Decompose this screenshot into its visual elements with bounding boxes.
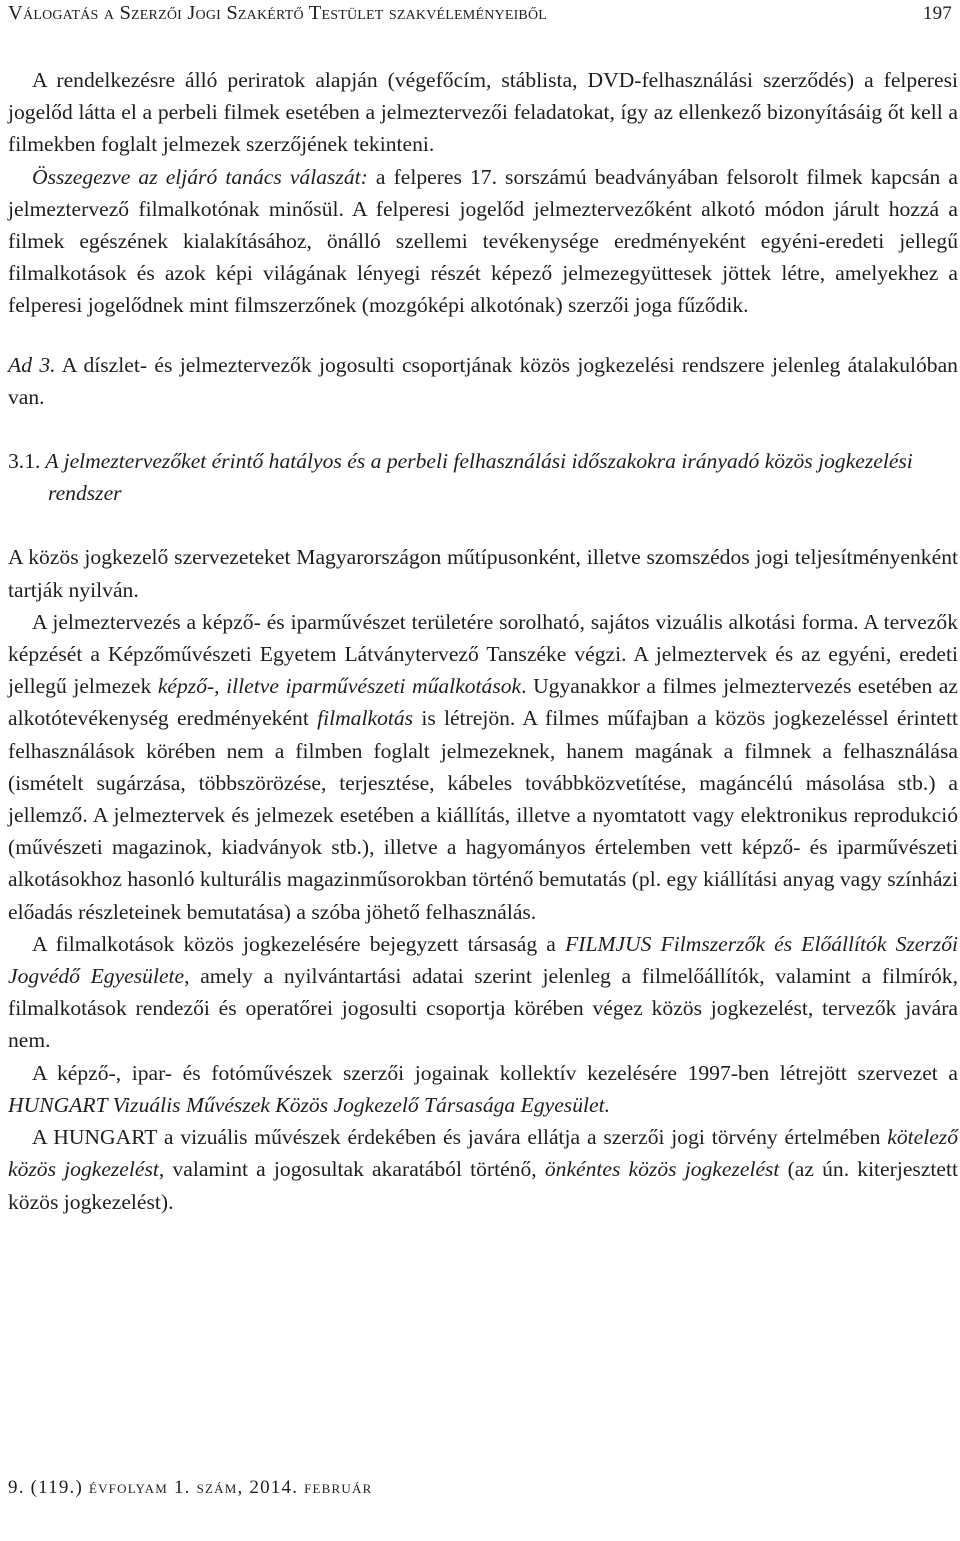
paragraph-text: (az ún. kiterjesztett közös jogkezelést). bbox=[8, 1157, 958, 1214]
paragraph-text: A HUNGART a vizuális művészek érdekében és javára ellátja a szerzői jogi törvény értelmében bbox=[32, 1125, 888, 1150]
emphasis-text: filmalkotás bbox=[317, 706, 414, 731]
paragraph-text: A képző-, ipar- és fotóművészek szerzői jogainak kollektív kezelésére 1997-ben létrejött szervezet a bbox=[32, 1060, 958, 1085]
emphasis-text: kötelező közös jogkezelést bbox=[8, 1125, 958, 1182]
paragraph-text: a felperes 17. sorszámú beadványában felsorolt filmek kapcsán a jelmeztervező filmalkotónak minősül. A felperesi jogelőd jelmeztervezőként alkotó módon járult hozzá a filmek egészének kialakításához, önálló szellemi tevékenysége eredményeként egyéni-eredeti jellegű filmalkotások és azok képi világának lényegi részét képező jelmezegyüttesek jöttek létre, amelyekhez a felperesi jogelődnek mint filmszerzőnek (mozgóképi alkotónak) szerzői joga fűződik. bbox=[8, 164, 958, 318]
running-title: Válogatás a Szerzői Jogi Szakértő Testület szakvéleményeiből bbox=[8, 2, 548, 24]
paragraph-text: A közös jogkezelő szervezeteket Magyarországon műtípusonként, illetve szomszédos jogi teljesítményenként tartják nyilván. bbox=[8, 545, 958, 602]
paragraph-text: , amely a nyilvántartási adatai szerint jelenleg a filmelőállítók, valamint a filmírók, filmalkotások rendezői és operatőrei jogosulti csoportja körében végez közös jogkezelést, tervezők javára nem. bbox=[8, 964, 958, 1053]
organization-name: HUNGART Vizuális Művészek Közös Jogkezelő Társasága Egyesület. bbox=[8, 1092, 610, 1117]
summary-intro: Összegezve az eljáró tanács válaszát: bbox=[32, 164, 368, 189]
paragraph-hungart-management bbox=[8, 1121, 958, 1218]
paragraph-filmjus bbox=[8, 928, 958, 1057]
paragraph-text: is létrejön. A filmes műfajban a közös jogkezeléssel érintett felhasználások körében nem a filmben foglalt jelmezeknek, hanem magának a filmnek a felhasználása (ismételt sugárzása, többszörözése, terjesztése, kábeles továbbközvetítése, magáncélú másolása stb.) a jellemző. A jelmeztervek és jelmezek esetében a kiállítás, illetve a nyomtatott vagy elektronikus reprodukció (művészeti magazinok, kiadványok stb.), illetve a hagyományos értelemben vett képző- és iparművészeti alkotásokhoz hasonló kulturális magazinműsorokban történő bemutatás (pl. egy kiállítási anyag vagy színházi előadás részleteinek bemutatása) a szóba jöhető felhasználás. bbox=[8, 706, 959, 924]
paragraph-text: , valamint a jogosultak akaratából történő, bbox=[158, 1157, 545, 1182]
paragraph-conclusion bbox=[8, 64, 958, 161]
paragraph-summary bbox=[8, 161, 958, 322]
paragraph-registry bbox=[8, 541, 958, 605]
paragraph-text: A rendelkezésre álló periratok alapján (végefőcím, stáblista, DVD-felhasználási szerződés) a felperesi jogelőd látta el a perbeli filmek esetében a jelmeztervezői feladatokat, így az ellenkező bizonyításáig őt kell a filmekben foglalt jelmezek szerzőjének tekinteni. bbox=[8, 68, 958, 157]
emphasis-text: önkéntes közös jogkezelést bbox=[544, 1157, 780, 1182]
paragraph-hungart-founding bbox=[8, 1057, 958, 1121]
paragraph-costume-design bbox=[8, 606, 958, 928]
issue-footer: 9. (119.) évfolyam 1. szám, 2014. február bbox=[8, 1477, 373, 1498]
paragraph-text: A filmalkotások közös jogkezelésére bejegyzett társaság a bbox=[32, 931, 566, 956]
paragraph-ad3 bbox=[8, 349, 958, 413]
paragraph-text: A díszlet- és jelmeztervezők jogosulti csoportjának közös jogkezelési rendszere jelenleg átalakulóban van. bbox=[8, 352, 958, 409]
section-title: A jelmeztervezőket érintő hatályos és a perbeli felhasználási időszakokra irányadó közös jogkezelési rendszer bbox=[40, 449, 913, 506]
article-body bbox=[8, 64, 958, 1218]
organization-name: FILMJUS Filmszerzők és Előállítók Szerzői Jogvédő Egyesülete bbox=[8, 931, 958, 989]
paragraph-text: . Ugyanakkor a filmes jelmeztervezés esetében az alkotótevékenység eredményeként bbox=[8, 674, 958, 731]
section-number: 3.1. bbox=[8, 449, 41, 474]
paragraph-text: A jelmeztervezés a képző- és iparművészet területére sorolható, sajátos vizuális alkotási forma. A tervezők képzését a Képzőművészeti Egyetem Látványtervező Tanszéke végzi. A jelmeztervek és az egyéni, eredeti jellegű jelmezek bbox=[8, 609, 958, 699]
page-number: 197 bbox=[922, 3, 952, 24]
section-heading bbox=[8, 445, 958, 509]
emphasis-text: képző-, illetve iparművészeti műalkotások bbox=[157, 674, 522, 699]
ad-label: Ad 3. bbox=[8, 352, 56, 377]
running-header bbox=[8, 2, 952, 32]
